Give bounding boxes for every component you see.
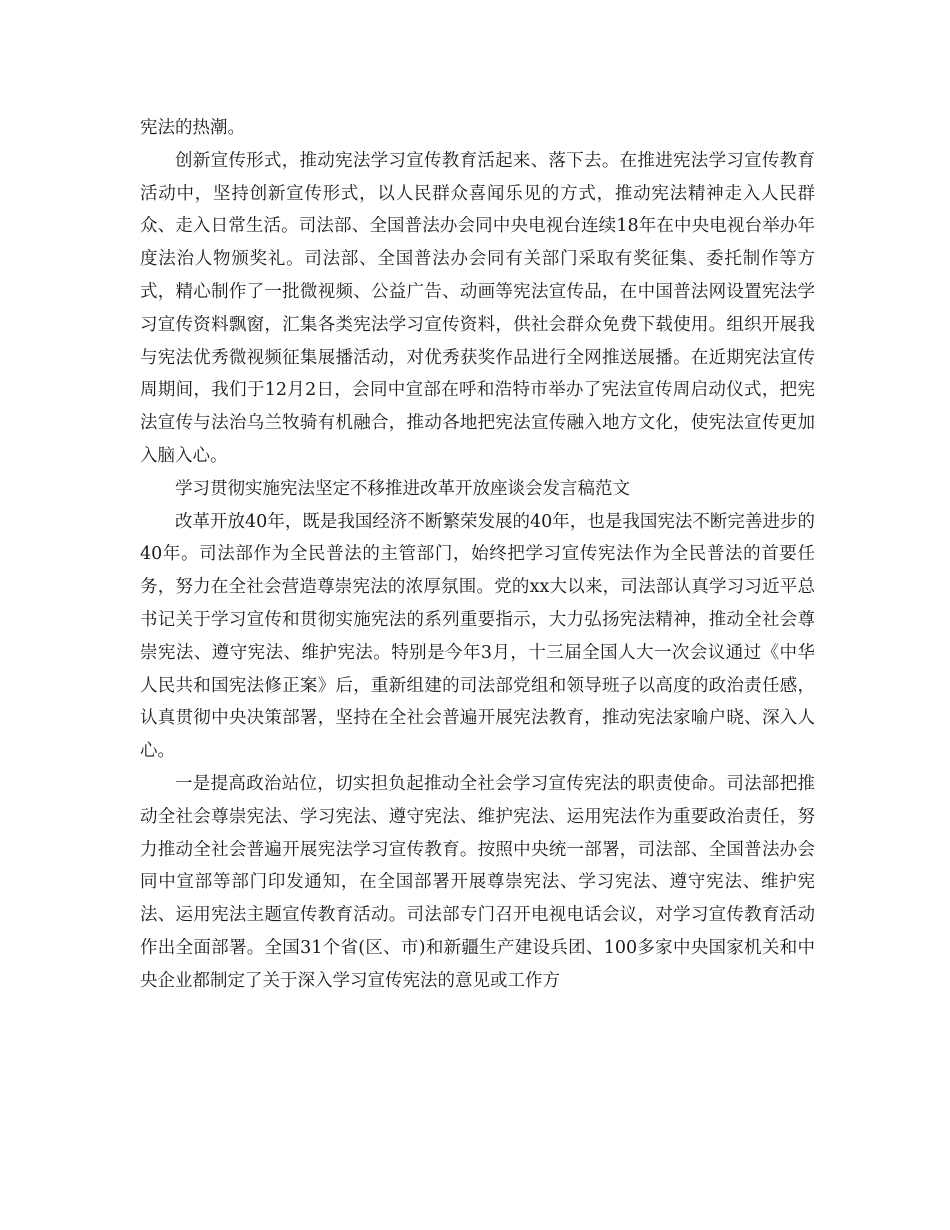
paragraph-innovation: 创新宣传形式，推动宪法学习宣传教育活起来、落下去。在推进宪法学习宣传教育活动中，坚持创新宣传形式，以人民群众喜闻乐见的方式，推动宪法精神走入人民群众、走入日常生活。司法部、全国普法办会同中央电视台连续18年在中央电视台举办年度法治人物颁奖礼。司法部、全国普法办会同有关部门采取有奖征集、委托制作等方式，精心制作了一批微视频、公益广告、动画等宪法宣传品，在中国普法网设置宪法学习宣传资料飘窗，汇集各类宪法学习宣传资料，供社会群众免费下载使用。组织开展我与宪法优秀微视频征集展播活动，对优秀获奖作品进行全网推送展播。在近期宪法宣传周期间，我们于12月2日，会同中宣部在呼和浩特市举办了宪法宣传周启动仪式，把宪法宣传与法治乌兰牧骑有机融合，推动各地把宪法宣传融入地方文化，使宪法宣传更加入脑入心。 bbox=[140, 150, 815, 466]
paragraph-continuation: 宪法的热潮。 bbox=[140, 118, 245, 138]
section-heading: 学习贯彻实施宪法坚定不移推进改革开放座谈会发言稿范文 bbox=[175, 478, 630, 499]
paragraph-reform: 改革开放40年，既是我国经济不断繁荣发展的40年，也是我国宪法不断完善进步的40年。司法部作为全民普法的主管部门，始终把学习宣传宪法作为全民普法的首要任务，努力在全社会营造尊崇宪法的浓厚氛围。党的xx大以来，司法部认真学习习近平总书记关于学习宣传和贯彻实施宪法的系列重要指示，大力弘扬宪法精神，推动全社会尊崇宪法、遵守宪法、维护宪法。特别是今年3月，十三届全国人大一次会议通过《中华人民共和国宪法修正案》后，重新组建的司法部党组和领导班子以高度的政治责任感，认真贯彻中央决策部署，坚持在全社会普遍开展宪法教育，推动宪法家喻户晓、深入人心。 bbox=[140, 511, 815, 762]
paragraph-political-stance: 一是提高政治站位，切实担负起推动全社会学习宣传宪法的职责使命。司法部把推动全社会尊崇宪法、学习宪法、遵守宪法、维护宪法、运用宪法作为重要政治责任，努力推动全社会普遍开展宪法学习宣传教育。按照中央统一部署，司法部、全国普法办会同中宣部等部门印发通知，在全国部署开展尊崇宪法、学习宪法、遵守宪法、维护宪法、运用宪法主题宣传教育活动。司法部专门召开电视电话会议，对学习宣传教育活动作出全面部署。全国31个省(区、市)和新疆生产建设兵团、100多家中央国家机关和中央企业都制定了关于深入学习宣传宪法的意见或工作方 bbox=[140, 773, 815, 991]
document-body bbox=[140, 112, 815, 998]
